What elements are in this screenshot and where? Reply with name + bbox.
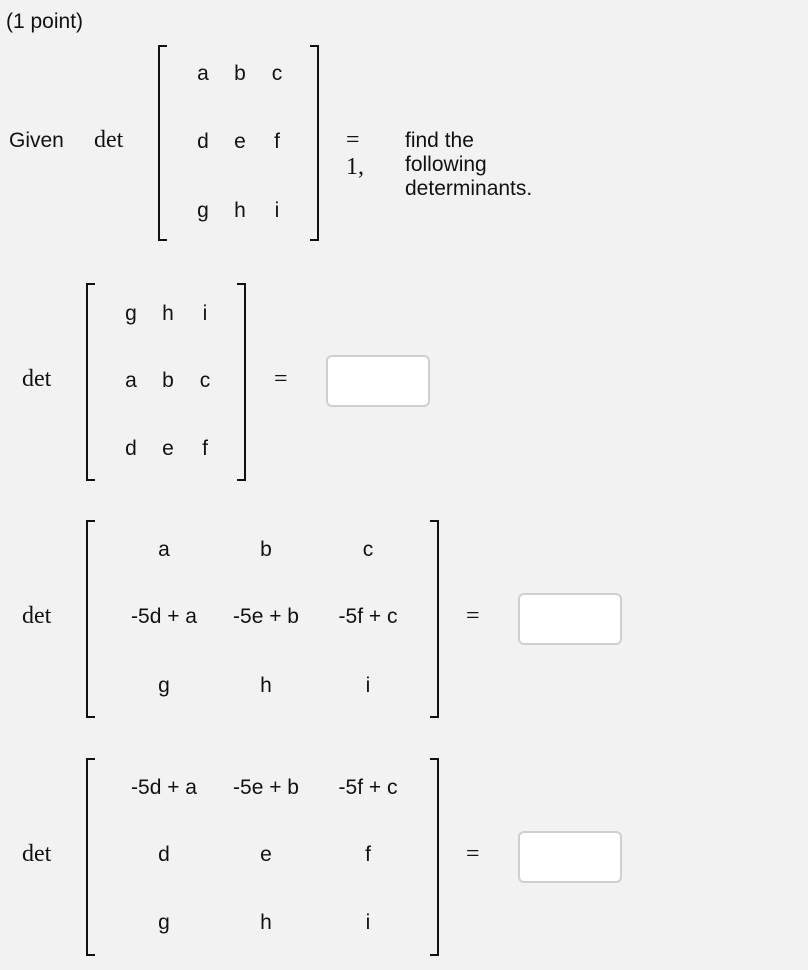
matrix-cell: f: [202, 437, 208, 460]
answer-input-2[interactable]: [518, 593, 622, 645]
given-matrix-cell: b: [234, 62, 246, 85]
matrix-cell: g: [158, 911, 170, 934]
equals-sign: =: [466, 603, 480, 629]
matrix-cell: h: [260, 674, 272, 697]
matrix-cell: -5e + b: [233, 605, 299, 628]
det-label: det: [22, 603, 52, 629]
det-label: det: [22, 841, 52, 867]
given-matrix-cell: d: [197, 130, 209, 153]
matrix-cell: e: [260, 843, 272, 866]
matrix-cell: g: [125, 302, 137, 325]
matrix-cell: -5d + a: [131, 776, 197, 799]
given-matrix-cell: c: [271, 62, 283, 85]
answer-input-1[interactable]: [326, 355, 430, 407]
given-word: Given: [9, 129, 64, 152]
matrix-cell: g: [158, 674, 170, 697]
matrix-right-bracket: [430, 758, 439, 956]
given-matrix-left-bracket: [158, 45, 167, 241]
matrix-cell: -5f + c: [338, 605, 398, 628]
matrix-cell: h: [162, 302, 174, 325]
points-label: (1 point): [6, 10, 84, 33]
answer-input-3[interactable]: [518, 831, 622, 883]
given-matrix-cell: g: [197, 199, 209, 222]
matrix-left-bracket: [86, 283, 95, 481]
matrix-cell: -5f + c: [338, 776, 398, 799]
given-matrix-cell: e: [234, 130, 246, 153]
matrix-cell: d: [125, 437, 137, 460]
matrix-cell: e: [162, 437, 174, 460]
matrix-left-bracket: [86, 758, 95, 956]
given-matrix-cell: a: [197, 62, 209, 85]
matrix-cell: d: [158, 843, 170, 866]
matrix-cell: b: [162, 369, 174, 392]
instruction-text: find the following determinants.: [405, 129, 533, 200]
equals-sign: =: [466, 841, 480, 867]
matrix-right-bracket: [430, 520, 439, 718]
matrix-left-bracket: [86, 520, 95, 718]
matrix-cell: a: [158, 538, 170, 561]
matrix-cell: c: [362, 538, 374, 561]
given-matrix-right-bracket: [310, 45, 319, 241]
matrix-cell: f: [365, 843, 371, 866]
matrix-cell: h: [260, 911, 272, 934]
det-label: det: [22, 366, 52, 392]
matrix-cell: a: [125, 369, 137, 392]
given-matrix-cell: f: [274, 130, 280, 153]
matrix-cell: -5e + b: [233, 776, 299, 799]
matrix-cell: b: [260, 538, 272, 561]
matrix-cell: i: [365, 911, 371, 934]
given-det-label: det: [94, 127, 124, 153]
matrix-cell: c: [199, 369, 211, 392]
matrix-cell: i: [365, 674, 371, 697]
equals-sign: =: [274, 366, 288, 392]
matrix-cell: -5d + a: [131, 605, 197, 628]
matrix-right-bracket: [237, 283, 246, 481]
matrix-cell: i: [202, 302, 208, 325]
given-equals-one: = 1,: [346, 127, 364, 180]
given-matrix-cell: h: [234, 199, 246, 222]
given-matrix-cell: i: [274, 199, 280, 222]
